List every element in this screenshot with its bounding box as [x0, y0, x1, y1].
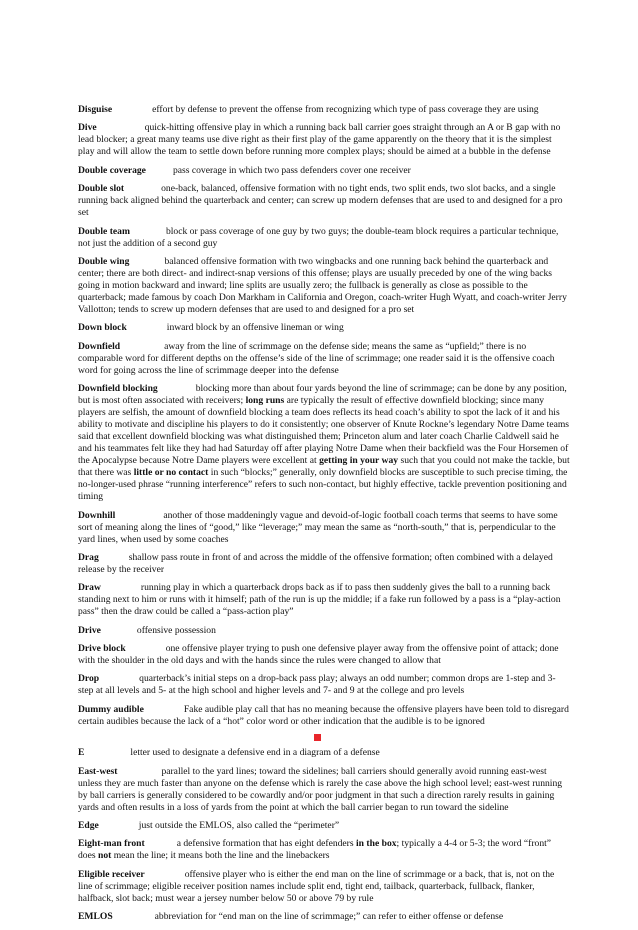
glossary-definition — [78, 341, 555, 376]
glossary-definition — [173, 165, 411, 176]
glossary-definition — [152, 104, 538, 115]
glossary-term: Downfield blocking — [78, 383, 158, 395]
glossary-term: Disguise — [78, 104, 113, 115]
glossary-term: Draw — [78, 582, 101, 594]
definition-text: in such “blocks;” generally, only downfield blocks are susceptible to such precise timing, the no-longer-used phrase “running interference” refers to such non-contact, but highly effective, tackle prevention positioning and timing — [78, 467, 568, 503]
definition-text: are typically the result of effective downfield blocking; since many players are selfish, the amount of downfield blocking a team does reflects its head coach’s ability to spot the lack of it and his ability to motivate and discipline his players to do it consistently; one observer of Knute Rockne’s legendary Notre Dame teams said that excellent downfield blocking was what distinguished them; Princeton alum and later coach Charlie Caldwell said he and his teammates felt like they had had Saturday off after playing Notre Dame when their backfield was the Four Horsemen of the Apocalypse because Notre Dame players were excellent at — [78, 395, 570, 467]
definition-text: one-back, balanced, offensive formation with no tight ends, two split ends, two slot backs, and a single running back aligned behind the quarterback and center; can screw up modern defenses that are used to and designed for a pro set — [78, 183, 563, 219]
glossary-entry-letter-e — [78, 747, 570, 759]
glossary-term: Drive block — [78, 643, 126, 655]
glossary-entry — [78, 104, 570, 116]
glossary-term: Double coverage — [78, 164, 146, 176]
definition-text: running play in which a quarterback drops back as if to pass then suddenly gives the ball to a running back standing next to him or runs with it himself; path of the run is up the middle; if a fake run followed by a pass is a “play-action pass” then the draw could be called a “pass-action play” — [78, 582, 561, 618]
glossary-definition — [78, 582, 561, 617]
glossary-term: East-west — [78, 765, 118, 777]
definition-text: such that you could not make the tackle, but that there was — [78, 455, 570, 479]
definition-text: shallow pass route in front of and across the middle of the offensive formation; often combined with a delayed release by the receiver — [78, 551, 553, 575]
glossary-definition — [78, 673, 556, 696]
section-marker-e — [314, 734, 321, 741]
glossary-entry — [78, 673, 570, 697]
definition-text: mean the line; it means both the line and the linebackers — [111, 850, 330, 862]
glossary-entry — [78, 582, 570, 618]
glossary-entry — [78, 183, 570, 219]
glossary-entry — [78, 820, 570, 832]
glossary-definition — [155, 911, 504, 922]
glossary-definition — [78, 552, 553, 575]
glossary-definition — [78, 766, 562, 813]
glossary-entry — [78, 643, 570, 667]
definition-text: a defensive formation that has eight defenders — [176, 838, 357, 850]
emphasized-phrase: not — [97, 850, 112, 862]
definition-text: quick-hitting offensive play in which a running back ball carrier goes straight through an A or B gap with no lead blocker; a great many teams use dive right as their first play of the game apparently on the theory that it is the simplest play and will allow the team to settle down before running more complex plays; should be aimed at a bubble in the defense — [78, 122, 561, 158]
definition-text: parallel to the yard lines; toward the sidelines; ball carriers should generally avoid running east-west unless they are much faster than anyone on the defense which is rarely the case above the high school level; east-west running by ball carriers is generally considered to be cowardly and/or poor judgment in that such a direction rarely results in gaining yards and often results in a loss of yards from the point at which the ball carrier began to run toward the sideline — [78, 765, 563, 813]
definition-text: offensive possession — [136, 624, 216, 636]
glossary-entry — [78, 383, 570, 503]
glossary-definition — [78, 383, 570, 502]
emphasized-phrase: long runs — [245, 395, 285, 407]
glossary-definition — [78, 510, 558, 545]
definition-text: abbreviation for “end man on the line of scrimmage;” can refer to either offense or defense — [154, 911, 504, 923]
glossary-definition: letter used to designate a defensive end in a diagram of a defense — [130, 747, 380, 759]
glossary-entry — [78, 911, 570, 923]
glossary-term: Double slot — [78, 183, 125, 195]
glossary-entry — [78, 256, 570, 316]
glossary-entry — [78, 122, 570, 158]
glossary-entry — [78, 510, 570, 546]
glossary-term: Edge — [78, 820, 99, 832]
glossary-entry — [78, 226, 570, 250]
glossary-definition — [78, 643, 559, 666]
glossary-definition — [78, 256, 567, 315]
definition-text: Fake audible play call that has no meaning because the offensive players have been told to disregard certain audibles because the lack of a “hot” color word or other indication that the audible is to be ignored — [78, 703, 569, 727]
glossary-term: Downfield — [78, 340, 121, 352]
glossary-definition — [78, 838, 551, 861]
glossary-entry — [78, 704, 570, 728]
glossary-term: Dive — [78, 122, 97, 134]
definition-text: one offensive player trying to push one defensive player away from the offensive point of attack; done with the shoulder in the old days and with the hands since the rules were changed to allow that — [78, 643, 559, 667]
glossary-definition — [167, 322, 344, 333]
glossary-definition — [78, 183, 563, 218]
definition-text: block or pass coverage of one guy by two guys; the double-team block requires a particular technique, not just the addition of a second guy — [78, 225, 559, 249]
glossary-term: Dummy audible — [78, 703, 144, 715]
glossary-term: E — [78, 747, 85, 759]
glossary-entry — [78, 625, 570, 637]
glossary-content — [78, 104, 570, 930]
emphasized-phrase: in the box — [356, 838, 397, 850]
glossary-entry — [78, 838, 570, 862]
definition-text: away from the line of scrimmage on the defense side; means the same as “upfield;” there is no comparable word for different depths on the offense’s side of the line of scrimmage; one reader said it is the offensive coach word for going across the line of scrimmage deeper into the defense — [78, 340, 555, 376]
definition-text: blocking more than about four yards beyond the line of scrimmage; can be done by any position, but is most often associated with receivers; — [78, 383, 567, 407]
definition-text: quarterback’s initial steps on a drop-back pass play; always an odd number; common drops are 1-step and 3-step at all levels and 5- at the high school and higher levels and 7- and 9 at the college and pro levels — [78, 673, 556, 697]
glossary-term: Double wing — [78, 255, 130, 267]
glossary-term: Eight-man front — [78, 838, 145, 850]
emphasized-phrase: little or no contact — [133, 467, 209, 479]
glossary-definition — [78, 122, 560, 157]
glossary-term: Drag — [78, 551, 99, 563]
glossary-entry — [78, 341, 570, 377]
definition-text: offensive player who is either the end man on the line of scrimmage or a back, that is, not on the line of scrimmage; eligible receiver position names include split end, tight end, tailback, quarterback, fullback, flanker, halfback, slot back; must wear a jersey number below 50 or above 79 by rule — [78, 868, 555, 904]
glossary-definition — [78, 704, 569, 727]
glossary-entry — [78, 552, 570, 576]
glossary-definition — [78, 869, 554, 904]
definition-text: just outside the EMLOS, also called the “perimeter” — [138, 820, 340, 832]
definition-text: another of those maddeningly vague and devoid-of-logic football coach terms that seems to have some sort of meaning along the lines of “good,” like “leverage;” may mean the same as “north-south,” that is, perpendicular to the yard lines, when used by some coaches — [78, 509, 558, 545]
glossary-entry — [78, 165, 570, 177]
glossary-term: Eligible receiver — [78, 868, 145, 880]
definition-text: balanced offensive formation with two wingbacks and one running back behind the quarterback and center; there are both direct- and indirect-snap versions of this offense; plays are usually preceded by one of the wing backs going in motion backward and inward; line splits are usually zero; the fullback is generally as close as possible to the quarterback; made famous by coach Don Markham in California and Oregon, coach-writer Hugh Wyatt, and coach-writer Jerry Vallotton; tends to screw up modern defenses that are used to and designed for a pro set — [78, 255, 567, 315]
glossary-entry — [78, 869, 570, 905]
glossary-term: Down block — [78, 322, 127, 334]
glossary-term: Drive — [78, 624, 101, 636]
emphasized-phrase: getting in your way — [319, 455, 399, 467]
glossary-section-d — [78, 104, 570, 728]
definition-text: ; typically a 4-4 or 5-3; the word “front” does — [78, 838, 552, 862]
glossary-section-e — [78, 766, 570, 924]
glossary-term: Double team — [78, 225, 130, 237]
definition-text: pass coverage in which two pass defenders cover one receiver — [172, 164, 411, 176]
glossary-term: Drop — [78, 673, 100, 685]
glossary-entry — [78, 766, 570, 814]
definition-text: effort by defense to prevent the offense from recognizing which type of pass coverage they are using — [152, 104, 539, 115]
glossary-definition — [137, 625, 216, 636]
glossary-entry — [78, 322, 570, 334]
glossary-term: Downhill — [78, 509, 116, 521]
glossary-definition — [78, 226, 558, 249]
definition-text: inward block by an offensive lineman or wing — [166, 322, 344, 334]
glossary-definition — [139, 820, 339, 831]
glossary-term: EMLOS — [78, 911, 113, 923]
